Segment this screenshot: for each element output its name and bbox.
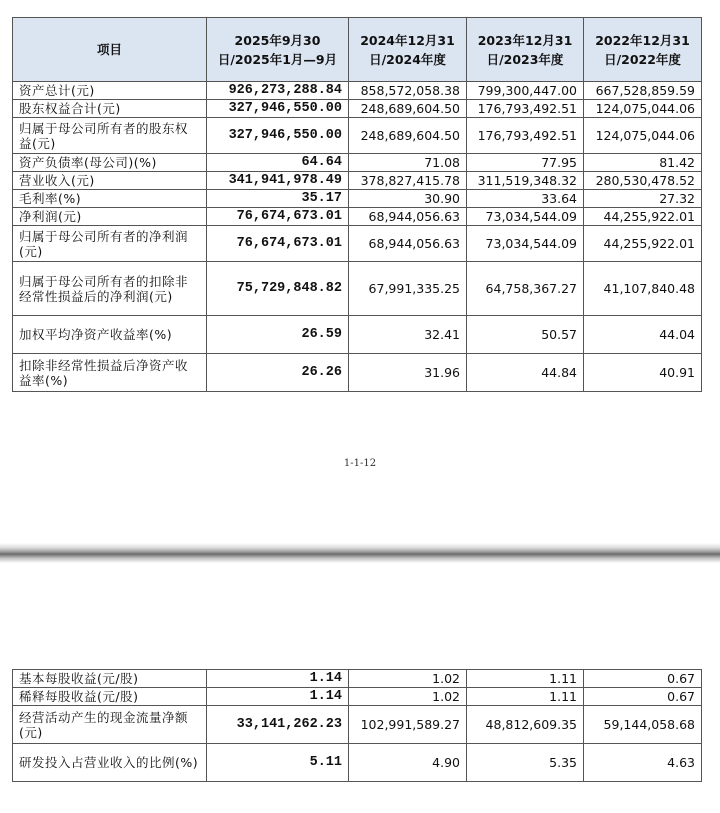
value-2023: 64,758,367.27 [467,262,584,316]
value-2023: 311,519,348.32 [467,172,584,190]
row-label: 归属于母公司所有者的净利润(元) [13,226,207,262]
table-row [13,100,702,118]
value-2024: 71.08 [349,154,467,172]
value-2025: 1.14 [207,670,349,688]
value-2024: 1.02 [349,688,467,706]
table-row [13,744,702,782]
value-2022: 40.91 [584,354,702,392]
value-2023: 176,793,492.51 [467,118,584,154]
table-row [13,172,702,190]
financial-table-top [12,17,702,392]
value-2025: 26.26 [207,354,349,392]
row-label: 资产总计(元) [13,82,207,100]
table-row [13,670,702,688]
table-row [13,154,702,172]
value-2023: 77.95 [467,154,584,172]
value-2025: 327,946,550.00 [207,118,349,154]
table-row [13,688,702,706]
table-row [13,316,702,354]
table-row [13,262,702,316]
value-2022: 124,075,044.06 [584,118,702,154]
table-row [13,354,702,392]
value-2022: 280,530,478.52 [584,172,702,190]
value-2024: 102,991,589.27 [349,706,467,744]
value-2024: 32.41 [349,316,467,354]
value-2022: 44,255,922.01 [584,226,702,262]
row-label: 归属于母公司所有者的扣除非经常性损益后的净利润(元) [13,262,207,316]
value-2023: 5.35 [467,744,584,782]
value-2022: 81.42 [584,154,702,172]
value-2025: 76,674,673.01 [207,226,349,262]
value-2023: 799,300,447.00 [467,82,584,100]
value-2023: 48,812,609.35 [467,706,584,744]
value-2022: 0.67 [584,688,702,706]
value-2023: 1.11 [467,688,584,706]
header-2022: 2022年12月31日/2022年度 [584,18,702,82]
row-label: 稀释每股收益(元/股) [13,688,207,706]
value-2024: 858,572,058.38 [349,82,467,100]
table-row [13,190,702,208]
value-2024: 248,689,604.50 [349,100,467,118]
row-label: 资产负债率(母公司)(%) [13,154,207,172]
value-2024: 68,944,056.63 [349,226,467,262]
value-2023: 50.57 [467,316,584,354]
header-2024: 2024年12月31日/2024年度 [349,18,467,82]
header-2025: 2025年9月30日/2025年1月—9月 [207,18,349,82]
value-2022: 0.67 [584,670,702,688]
row-label: 研发投入占营业收入的比例(%) [13,744,207,782]
value-2024: 4.90 [349,744,467,782]
header-row [13,18,702,82]
value-2024: 68,944,056.63 [349,208,467,226]
table-row [13,208,702,226]
value-2024: 30.90 [349,190,467,208]
value-2023: 44.84 [467,354,584,392]
value-2025: 1.14 [207,688,349,706]
value-2025: 33,141,262.23 [207,706,349,744]
row-label: 净利润(元) [13,208,207,226]
value-2025: 64.64 [207,154,349,172]
value-2022: 59,144,058.68 [584,706,702,744]
value-2022: 44.04 [584,316,702,354]
value-2022: 27.32 [584,190,702,208]
row-label: 加权平均净资产收益率(%) [13,316,207,354]
table-row [13,118,702,154]
value-2023: 176,793,492.51 [467,100,584,118]
financial-table-bottom [12,669,702,782]
row-label: 经营活动产生的现金流量净额(元) [13,706,207,744]
value-2022: 124,075,044.06 [584,100,702,118]
value-2022: 667,528,859.59 [584,82,702,100]
value-2025: 341,941,978.49 [207,172,349,190]
row-label: 归属于母公司所有者的股东权益(元) [13,118,207,154]
header-item: 项目 [13,18,207,82]
row-label: 毛利率(%) [13,190,207,208]
page-separator [0,543,720,563]
value-2023: 73,034,544.09 [467,226,584,262]
table-row [13,706,702,744]
value-2025: 926,273,288.84 [207,82,349,100]
value-2025: 35.17 [207,190,349,208]
header-2023: 2023年12月31日/2023年度 [467,18,584,82]
value-2024: 31.96 [349,354,467,392]
row-label: 基本每股收益(元/股) [13,670,207,688]
value-2023: 1.11 [467,670,584,688]
row-label: 营业收入(元) [13,172,207,190]
value-2025: 75,729,848.82 [207,262,349,316]
row-label: 股东权益合计(元) [13,100,207,118]
table-row [13,226,702,262]
value-2024: 248,689,604.50 [349,118,467,154]
value-2022: 44,255,922.01 [584,208,702,226]
value-2024: 67,991,335.25 [349,262,467,316]
value-2025: 327,946,550.00 [207,100,349,118]
value-2025: 5.11 [207,744,349,782]
value-2025: 26.59 [207,316,349,354]
value-2023: 33.64 [467,190,584,208]
value-2022: 4.63 [584,744,702,782]
value-2024: 1.02 [349,670,467,688]
value-2025: 76,674,673.01 [207,208,349,226]
value-2024: 378,827,415.78 [349,172,467,190]
row-label: 扣除非经常性损益后净资产收益率(%) [13,354,207,392]
table-row [13,82,702,100]
value-2022: 41,107,840.48 [584,262,702,316]
page-number: 1-1-12 [343,458,377,469]
value-2023: 73,034,544.09 [467,208,584,226]
